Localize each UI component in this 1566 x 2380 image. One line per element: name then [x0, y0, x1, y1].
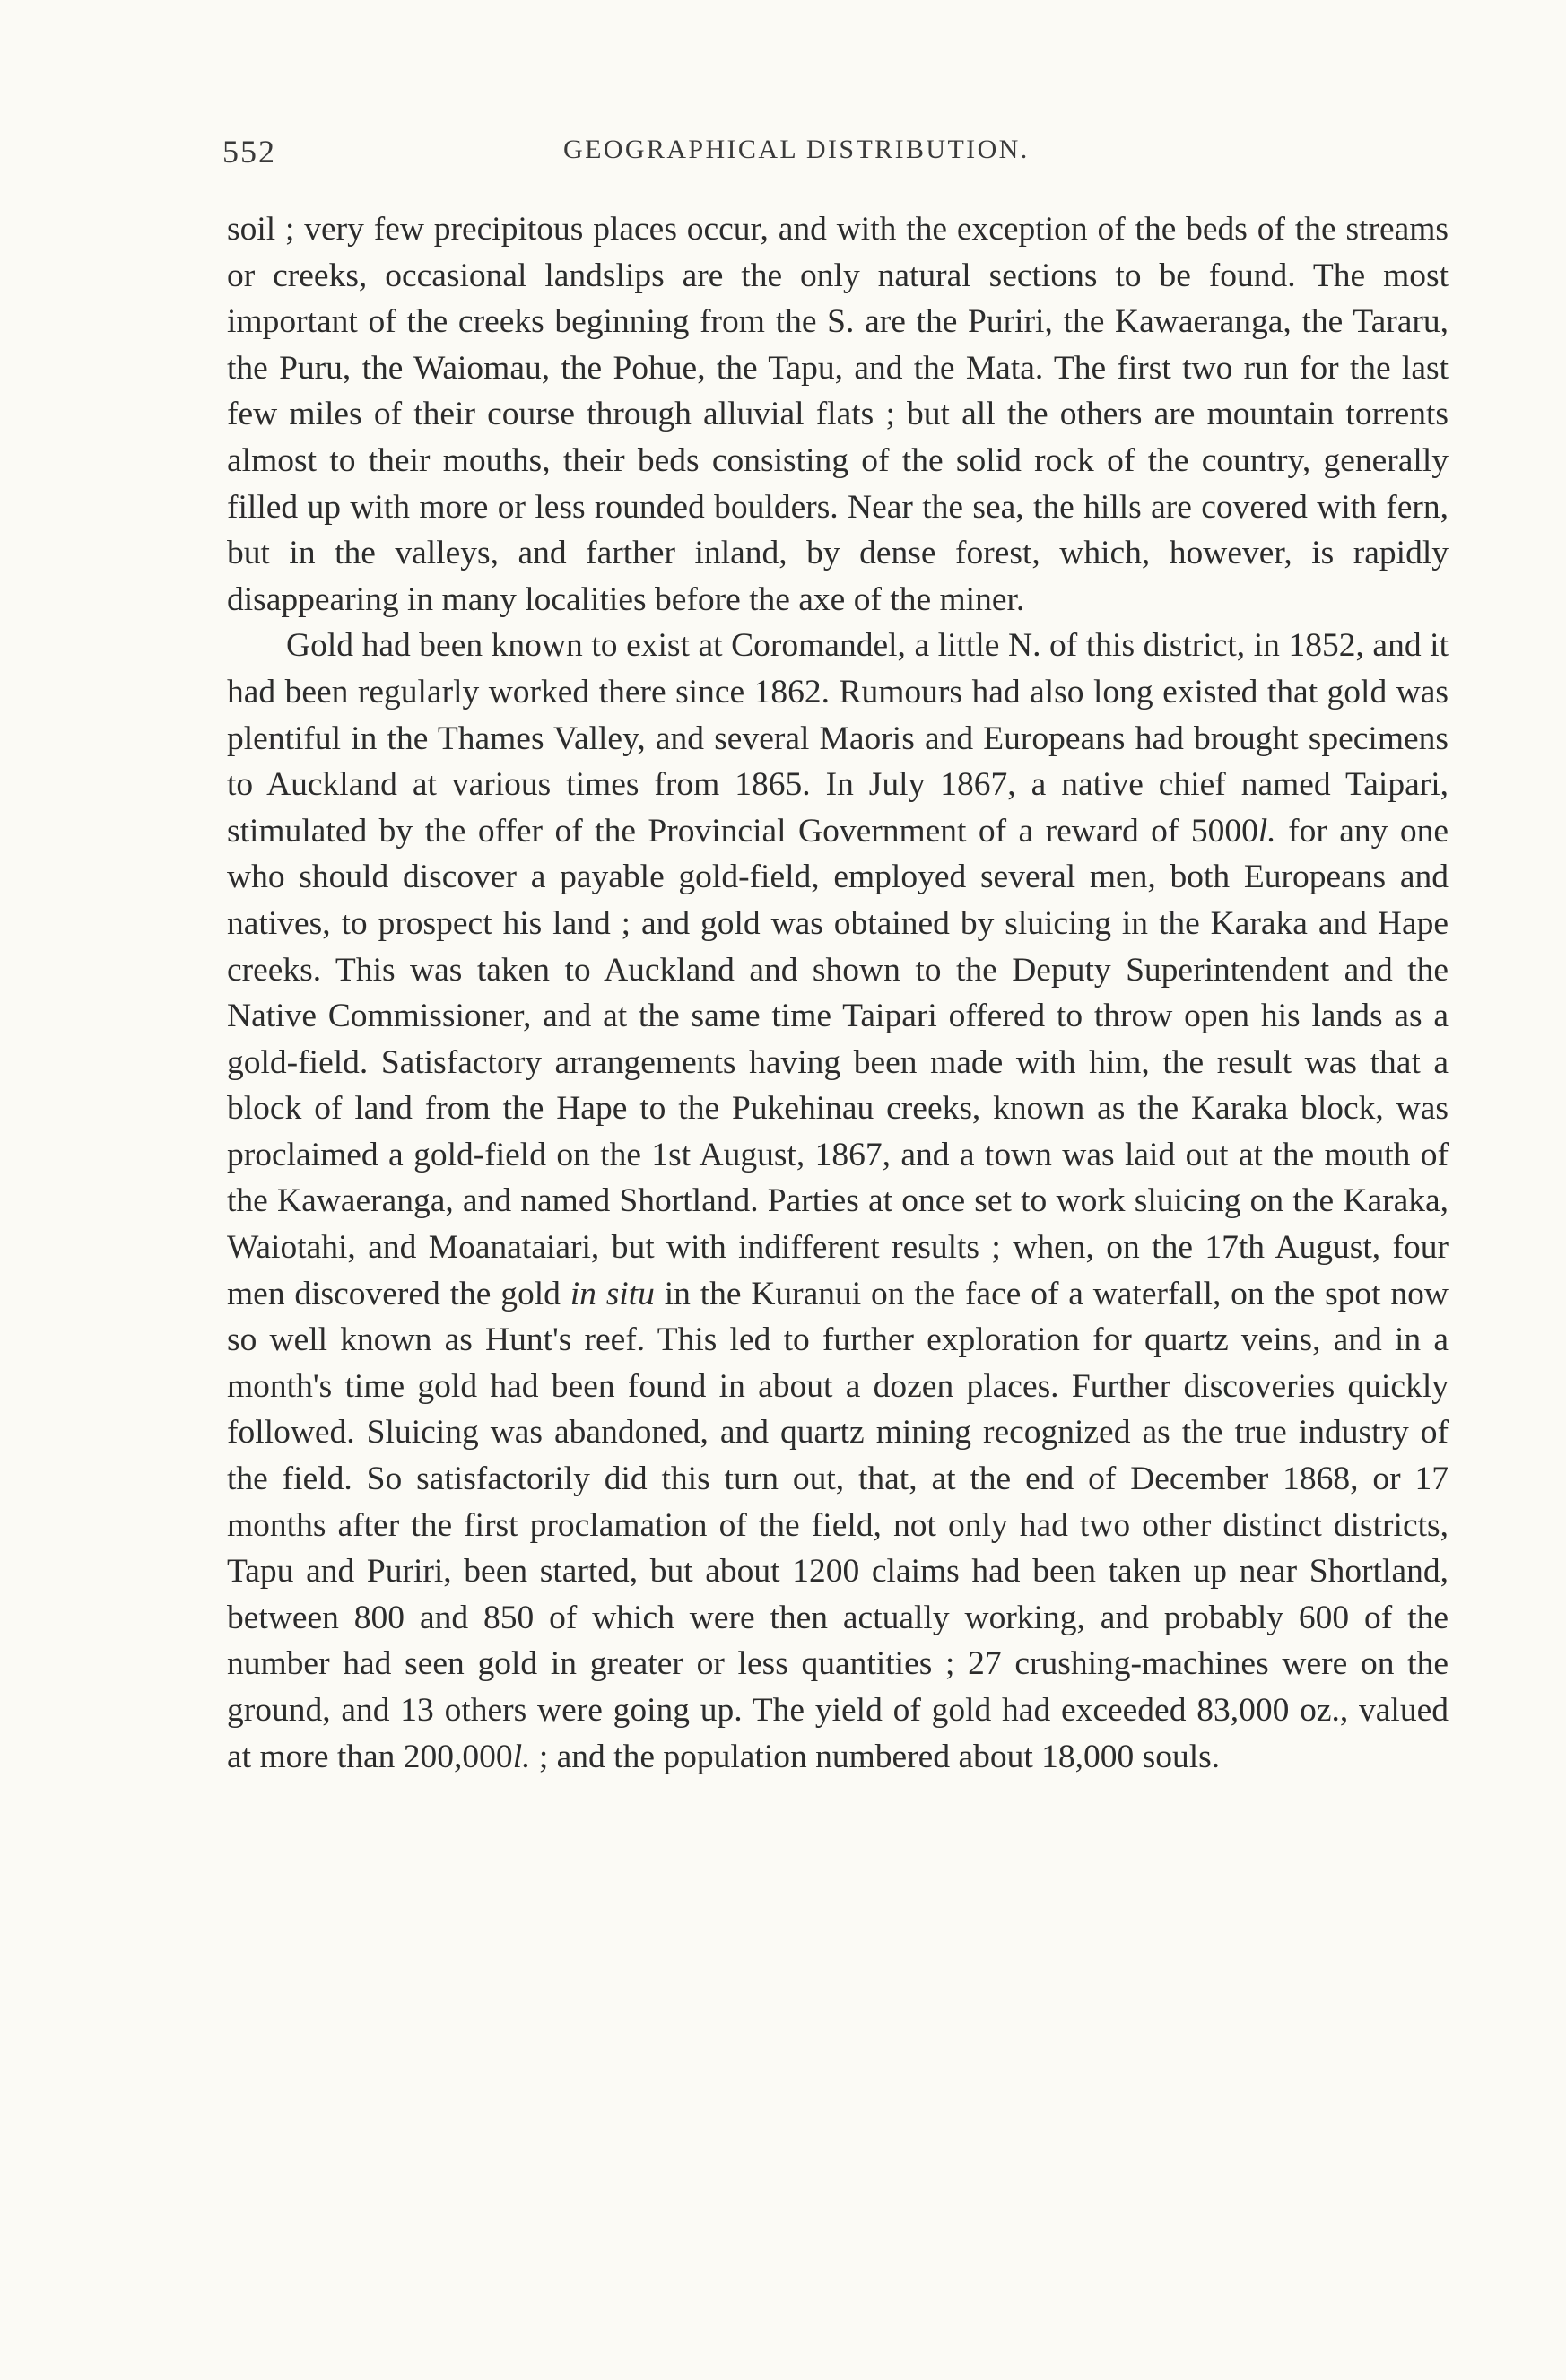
paragraph-2-part-1: Gold had been known to exist at Coromandel, a little N. of this district, in 1852, and it had been regularly worked there since 1862. Rumours had also long existed that gold was plentiful in the Thames Valley, and several Maoris and Europeans had brought specimens to Auckland at various times from 1865. In July 1867, a native chief named Taipari, stimulated by the offer of the Provincial Government of a reward of 5000: [227, 627, 1449, 850]
paragraph-2-part-4: ; and the population numbered about 18,000 souls.: [530, 1738, 1221, 1775]
paragraph-2-part-2: for any one who should discover a payable gold-field, employed several men, both Europeans and natives, to prospect his land ; and gold was obtained by sluicing in the Karaka and Hape creeks. This was taken to Auckland and shown to the Deputy Superintendent and the Native Commissioner, and at the same time Taipari offered to throw open his lands as a gold-field. Satisfactory arrangements having been made with him, the result was that a block of land from the Hape to the Pukehinau creeks, known as the Karaka block, was proclaimed a gold-field on the 1st August, 1867, and a town was laid out at the mouth of the Kawaeranga, and named Shortland. Parties at once set to work sluicing on the Karaka, Waiotahi, and Moanataiari, but with indifferent results ; when, on the 17th August, four men discovered the gold: [227, 812, 1449, 1312]
pounds-abbreviation: l.: [1257, 812, 1276, 850]
paragraph-2-part-3: in the Kuranui on the face of a waterfall, on the spot now so well known as Hunt's reef. This led to further exploration for quartz veins, and in a month's time gold had been found in about a dozen places. Further discoveries quickly followed. Sluicing was abandoned, and quartz mining recognized as the true industry of the field. So satisfactorily did this turn out, that, at the end of December 1868, or 17 months after the first proclamation of the field, not only had two other distinct districts, Tapu and Puriri, been started, but about 1200 claims had been taken up near Shortland, between 800 and 850 of which were then actually working, and probably 600 of the number had seen gold in greater or less quantities ; 27 crushing-machines were on the ground, and 13 others were going up. The yield of gold had exceeded 83,000 oz., valued at more than 200,000: [227, 1275, 1449, 1775]
body-text: [227, 206, 1449, 1780]
in-situ-phrase: in situ: [570, 1275, 655, 1312]
page-number: 552: [222, 134, 276, 170]
pounds-abbreviation: l.: [512, 1738, 531, 1775]
paragraph-1: soil ; very few precipitous places occur, and with the exception of the beds of the streams or creeks, occasional landslips are the only natural sections to be found. The most important of the creeks beginning from the S. are the Puriri, the Kawaeranga, the Tararu, the Puru, the Waiomau, the Pohue, the Tapu, and the Mata. The first two run for the last few miles of their course through alluvial flats ; but all the others are mountain torrents almost to their mouths, their beds consisting of the solid rock of the country, generally filled up with more or less rounded boulders. Near the sea, the hills are covered with fern, but in the valleys, and farther inland, by dense forest, which, however, is rapidly disappearing in many localities before the axe of the miner.: [227, 211, 1449, 618]
running-head: [222, 133, 1124, 178]
paragraph-2: [227, 623, 1449, 1780]
running-title: GEOGRAPHICAL DISTRIBUTION.: [563, 135, 1030, 164]
